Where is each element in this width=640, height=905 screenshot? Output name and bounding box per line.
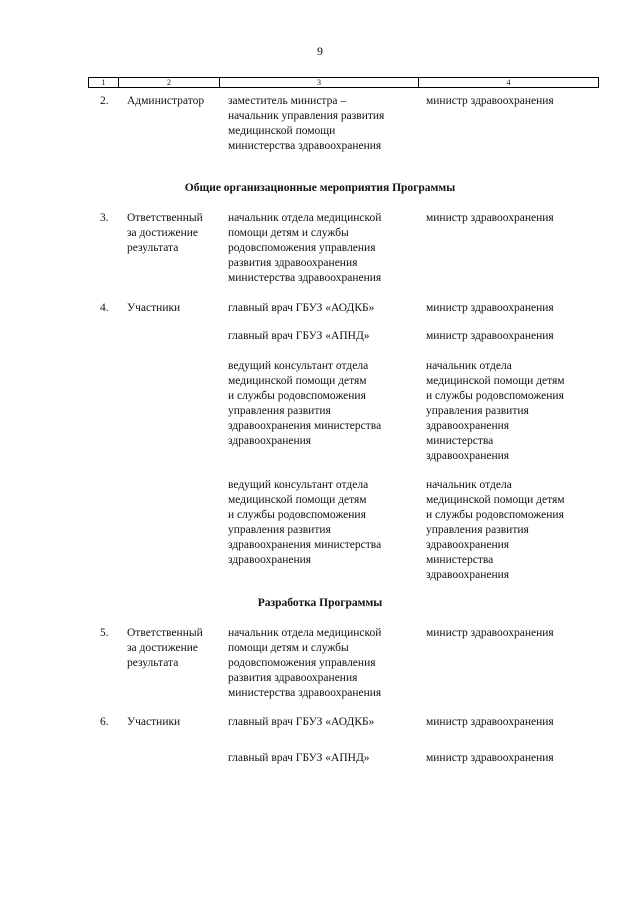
row-person: главный врач ГБУЗ «АПНД» — [228, 330, 370, 342]
header-col-1: 1 — [89, 78, 119, 88]
row-superior: министр здравоохранения — [426, 302, 554, 314]
row-role: Ответственный за достижение результата — [127, 212, 203, 254]
page-number: 9 — [317, 44, 323, 58]
row-superior: министр здравоохранения — [426, 752, 554, 764]
row-role: Участники — [127, 302, 181, 314]
row-superior: министр здравоохранения — [426, 330, 554, 342]
row-number: 4. — [100, 302, 109, 314]
row-person: ведущий консультант отдела медицинской помощи детям и службы родовспоможения управления развития здравоохранения министерства здравоохранения — [228, 479, 382, 566]
row-superior: министр здравоохранения — [426, 627, 554, 639]
header-col-2: 2 — [119, 78, 220, 88]
row-superior: начальник отдела медицинской помощи детям и службы родовспоможения управления развития здравоохранения министерства здравоохранения — [426, 360, 565, 462]
section-title-development: Разработка Программы — [257, 597, 383, 609]
row-person: ведущий консультант отдела медицинской помощи детям и службы родовспоможения управления развития здравоохранения министерства здравоохранения — [228, 360, 382, 447]
row-superior: министр здравоохранения — [426, 716, 554, 728]
row-superior: министр здравоохранения — [426, 212, 554, 224]
row-role: Администратор — [127, 95, 205, 107]
row-person: главный врач ГБУЗ «АПНД» — [228, 752, 370, 764]
row-number: 2. — [100, 95, 109, 107]
section-title-general: Общие организационные мероприятия Программы — [184, 182, 456, 194]
row-role: Участники — [127, 716, 181, 728]
row-number: 3. — [100, 212, 109, 224]
header-col-4: 4 — [419, 78, 599, 88]
row-superior: начальник отдела медицинской помощи детям и службы родовспоможения управления развития здравоохранения министерства здравоохранения — [426, 479, 565, 581]
row-person: главный врач ГБУЗ «АОДКБ» — [228, 716, 375, 728]
table-header — [88, 77, 599, 88]
row-number: 5. — [100, 627, 109, 639]
row-superior: министр здравоохранения — [426, 95, 554, 107]
row-person: заместитель министра – начальник управления развития медицинской помощи министерства здравоохранения — [228, 95, 385, 152]
header-col-3: 3 — [220, 78, 419, 88]
row-person: главный врач ГБУЗ «АОДКБ» — [228, 302, 375, 314]
row-person: начальник отдела медицинской помощи детям и службы родовспоможения управления развития здравоохранения министерства здравоохранения — [228, 212, 382, 284]
row-person: начальник отдела медицинской помощи детям и службы родовспоможения управления развития здравоохранения министерства здравоохранения — [228, 627, 382, 699]
row-role: Ответственный за достижение результата — [127, 627, 203, 669]
row-number: 6. — [100, 716, 109, 728]
